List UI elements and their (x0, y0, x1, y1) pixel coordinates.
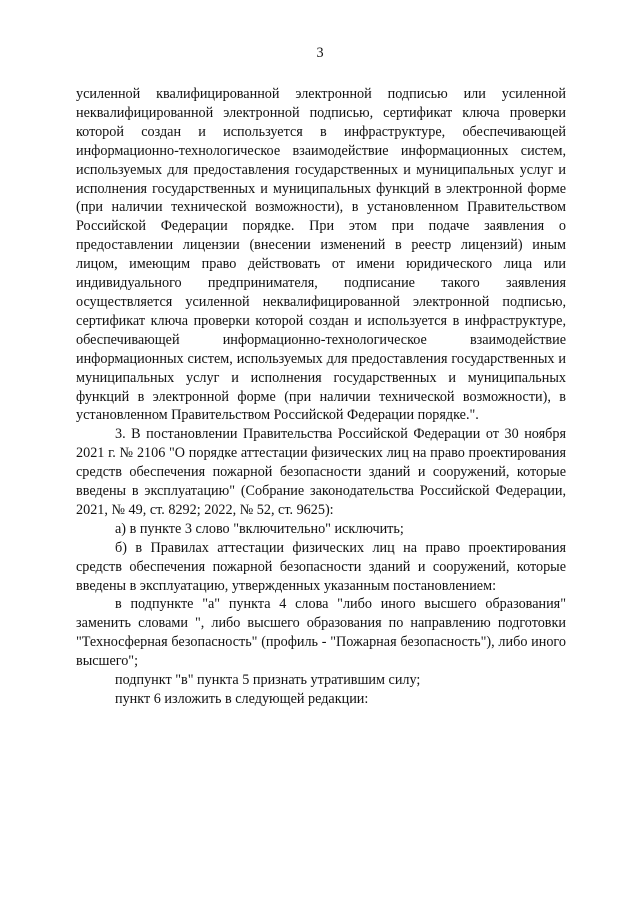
paragraph-continuation: усиленной квалифицированной электронной подписью или усиленной неквалифицированной электронной подписью, сертификат ключа проверки которой создан и используется в инфраструктуре, обеспечивающей информационно-технологическое взаимодействие информационных систем, используемых для предоставления государственных и муниципальных услуг и исполнения государственных и муниципальных функций в электронной форме (при наличии технической возможности), в установленном Правительством Российской Федерации порядке. При этом при подаче заявления о предоставлении лицензии (внесении изменений в реестр лицензий) иным лицом, имеющим право действовать от имени юридического лица или индивидуального предпринимателя, подписание такого заявления осуществляется усиленной неквалифицированной электронной подписью, сертификат ключа проверки которой создан и используется в инфраструктуре, обеспечивающей информационно-технологическое взаимодействие информационных систем, используемых для предоставления государственных и муниципальных услуг и исполнения государственных и муниципальных функций в электронной форме (при наличии технической возможности), в установленном Правительством Российской Федерации порядке.". (76, 86, 566, 424)
document-body (76, 85, 566, 709)
paragraph-amendment-p5: подпункт "в" пункта 5 признать утратившим силу; (115, 672, 421, 689)
paragraph-subitem-b: б) в Правилах аттестации физических лиц на право проектирования средств обеспечения пожарной безопасности зданий и сооружений, которые введены в эксплуатацию, утвержденных указанным постановлением: (76, 539, 566, 594)
paragraph-subitem-a: а) в пункте 3 слово "включительно" исключить; (115, 520, 404, 537)
paragraph-amendment-p4: в подпункте "а" пункта 4 слова "либо иного высшего образования" заменить словами ", либо высшего образования по направлению подготовки "Техносферная безопасность" (профиль - "Пожарная безопасность"), либо иного высшего"; (76, 596, 566, 670)
paragraph-amendment-p6: пункт 6 изложить в следующей редакции: (115, 691, 369, 707)
paragraph-item-3: 3. В постановлении Правительства Российской Федерации от 30 ноября 2021 г. № 2106 "О порядке аттестации физических лиц на право проектирования средств обеспечения пожарной безопасности зданий и сооружений, которые введены в эксплуатацию" (Собрание законодательства Российской Федерации, 2021, № 49, ст. 8292; 2022, № 52, ст. 9625): (76, 426, 566, 518)
page-number: 3 (316, 45, 324, 61)
